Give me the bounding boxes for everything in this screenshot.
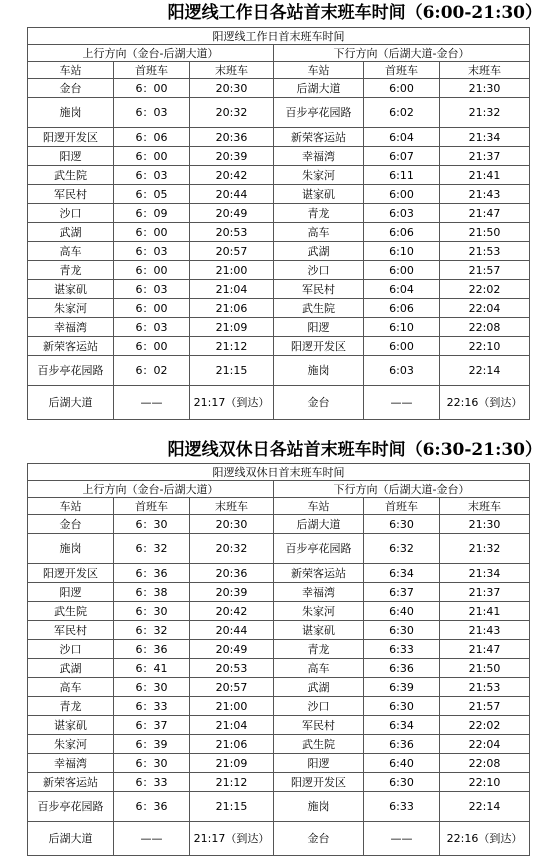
up-last-train-cell: 21:12 — [190, 773, 274, 792]
table-row — [28, 515, 530, 534]
up-station-cell: 百步亭花园路 — [28, 792, 114, 822]
table-row — [28, 697, 530, 716]
table-row — [28, 564, 530, 583]
up-station-cell: 金台 — [28, 515, 114, 534]
up-station-cell: 朱家河 — [28, 735, 114, 754]
table-row — [28, 602, 530, 621]
down-last-train-cell: 21:37 — [440, 147, 530, 166]
up-last-train-cell: 20:30 — [190, 515, 274, 534]
table-row — [28, 773, 530, 792]
down-station-cell: 武生院 — [274, 299, 364, 318]
down-last-train-cell: 21:41 — [440, 602, 530, 621]
up-station-cell: 谌家矶 — [28, 280, 114, 299]
table-row — [28, 280, 530, 299]
table-row — [28, 98, 530, 128]
down-last-train-cell: 21:47 — [440, 640, 530, 659]
up-last-train-cell: 20:49 — [190, 204, 274, 223]
down-first-train-header: 首班车 — [364, 62, 440, 79]
down-station-cell: 朱家河 — [274, 166, 364, 185]
up-station-cell: 朱家河 — [28, 299, 114, 318]
down-station-cell: 阳逻 — [274, 318, 364, 337]
table-row — [28, 640, 530, 659]
down-station-cell: 军民村 — [274, 280, 364, 299]
direction-row — [28, 481, 530, 498]
up-station-cell: 沙口 — [28, 204, 114, 223]
table-subtitle: 阳逻线工作日首末班车时间 — [28, 28, 530, 45]
table-subtitle: 阳逻线双休日首末班车时间 — [28, 464, 530, 481]
up-first-train-cell: 6：00 — [114, 261, 190, 280]
up-first-train-cell: 6：00 — [114, 337, 190, 356]
up-first-train-cell: 6：30 — [114, 602, 190, 621]
subtitle-row — [28, 464, 530, 481]
down-station-cell: 施岗 — [274, 792, 364, 822]
down-station-cell: 武湖 — [274, 242, 364, 261]
table-row — [28, 128, 530, 147]
down-last-train-cell: 22:16（到达） — [440, 386, 530, 420]
up-first-train-cell: 6：32 — [114, 534, 190, 564]
down-first-train-header: 首班车 — [364, 498, 440, 515]
down-last-train-header: 末班车 — [440, 498, 530, 515]
down-last-train-cell: 21:47 — [440, 204, 530, 223]
up-last-train-cell: 20:44 — [190, 185, 274, 204]
down-station-cell: 沙口 — [274, 261, 364, 280]
down-first-train-cell: —— — [364, 386, 440, 420]
down-first-train-cell: 6:33 — [364, 640, 440, 659]
up-station-cell: 新荣客运站 — [28, 337, 114, 356]
table-row — [28, 659, 530, 678]
up-first-train-cell: 6：33 — [114, 697, 190, 716]
down-last-train-header: 末班车 — [440, 62, 530, 79]
up-first-train-cell: 6：03 — [114, 242, 190, 261]
down-last-train-cell: 22:08 — [440, 754, 530, 773]
down-last-train-cell: 21:57 — [440, 697, 530, 716]
table-row — [28, 337, 530, 356]
down-last-train-cell: 22:02 — [440, 716, 530, 735]
up-station-cell: 武湖 — [28, 659, 114, 678]
down-last-train-cell: 22:04 — [440, 735, 530, 754]
table-row — [28, 621, 530, 640]
up-last-train-cell: 20:42 — [190, 166, 274, 185]
up-last-train-cell: 20:44 — [190, 621, 274, 640]
down-last-train-cell: 21:30 — [440, 79, 530, 98]
down-first-train-cell: 6:30 — [364, 515, 440, 534]
down-last-train-cell: 21:50 — [440, 659, 530, 678]
down-first-train-cell: 6:32 — [364, 534, 440, 564]
up-station-cell: 幸福湾 — [28, 754, 114, 773]
down-first-train-cell: 6:04 — [364, 280, 440, 299]
table-row — [28, 735, 530, 754]
up-last-train-cell: 20:57 — [190, 678, 274, 697]
up-last-train-cell: 21:06 — [190, 299, 274, 318]
down-last-train-cell: 22:08 — [440, 318, 530, 337]
up-last-train-header: 末班车 — [190, 62, 274, 79]
up-last-train-cell: 21:15 — [190, 792, 274, 822]
up-first-train-cell: 6：05 — [114, 185, 190, 204]
table-row — [28, 204, 530, 223]
down-first-train-cell: 6:36 — [364, 659, 440, 678]
down-last-train-cell: 21:43 — [440, 621, 530, 640]
down-last-train-cell: 22:14 — [440, 356, 530, 386]
up-last-train-cell: 20:57 — [190, 242, 274, 261]
up-station-cell: 后湖大道 — [28, 822, 114, 856]
up-first-train-header: 首班车 — [114, 498, 190, 515]
up-station-cell: 青龙 — [28, 697, 114, 716]
table-row — [28, 318, 530, 337]
up-station-cell: 阳逻开发区 — [28, 128, 114, 147]
up-last-train-cell: 21:04 — [190, 280, 274, 299]
table-row — [28, 822, 530, 856]
table-row — [28, 356, 530, 386]
up-first-train-cell: 6：36 — [114, 640, 190, 659]
down-last-train-cell: 21:50 — [440, 223, 530, 242]
up-last-train-cell: 20:49 — [190, 640, 274, 659]
up-station-cell: 青龙 — [28, 261, 114, 280]
up-station-cell: 阳逻 — [28, 147, 114, 166]
up-last-train-cell: 20:32 — [190, 98, 274, 128]
down-last-train-cell: 21:32 — [440, 98, 530, 128]
down-station-cell: 谌家矶 — [274, 621, 364, 640]
down-last-train-cell: 21:53 — [440, 242, 530, 261]
down-station-header: 车站 — [274, 62, 364, 79]
down-first-train-cell: 6:03 — [364, 204, 440, 223]
down-first-train-cell: —— — [364, 822, 440, 856]
up-first-train-cell: 6：03 — [114, 98, 190, 128]
down-station-cell: 后湖大道 — [274, 79, 364, 98]
up-station-cell: 军民村 — [28, 185, 114, 204]
up-station-cell: 百步亭花园路 — [28, 356, 114, 386]
down-last-train-cell: 22:02 — [440, 280, 530, 299]
down-last-train-cell: 22:14 — [440, 792, 530, 822]
down-first-train-cell: 6:10 — [364, 242, 440, 261]
down-station-cell: 幸福湾 — [274, 583, 364, 602]
up-first-train-cell: 6：30 — [114, 515, 190, 534]
down-last-train-cell: 21:57 — [440, 261, 530, 280]
down-station-cell: 百步亭花园路 — [274, 534, 364, 564]
header-row — [28, 498, 530, 515]
up-direction-label: 上行方向（金台-后湖大道） — [28, 481, 274, 498]
down-last-train-cell: 22:10 — [440, 773, 530, 792]
up-station-cell: 后湖大道 — [28, 386, 114, 420]
down-first-train-cell: 6:33 — [364, 792, 440, 822]
up-last-train-cell: 21:09 — [190, 318, 274, 337]
table-row — [28, 678, 530, 697]
up-first-train-cell: 6：06 — [114, 128, 190, 147]
up-first-train-cell: 6：36 — [114, 564, 190, 583]
up-last-train-cell: 21:17（到达） — [190, 822, 274, 856]
direction-row — [28, 45, 530, 62]
down-last-train-cell: 22:04 — [440, 299, 530, 318]
weekday-title: 阳逻线工作日各站首末班车时间（6:00-21:30） — [167, 3, 542, 23]
down-first-train-cell: 6:00 — [364, 337, 440, 356]
up-last-train-cell: 20:32 — [190, 534, 274, 564]
down-station-cell: 青龙 — [274, 640, 364, 659]
down-last-train-cell: 21:30 — [440, 515, 530, 534]
table-row — [28, 583, 530, 602]
down-station-cell: 阳逻 — [274, 754, 364, 773]
up-first-train-header: 首班车 — [114, 62, 190, 79]
up-last-train-cell: 20:39 — [190, 147, 274, 166]
up-station-cell: 高车 — [28, 678, 114, 697]
up-first-train-cell: 6：03 — [114, 166, 190, 185]
down-first-train-cell: 6:40 — [364, 602, 440, 621]
down-first-train-cell: 6:00 — [364, 261, 440, 280]
table-row — [28, 754, 530, 773]
down-first-train-cell: 6:36 — [364, 735, 440, 754]
table-row — [28, 242, 530, 261]
up-first-train-cell: —— — [114, 386, 190, 420]
down-first-train-cell: 6:11 — [364, 166, 440, 185]
up-station-cell: 沙口 — [28, 640, 114, 659]
up-first-train-cell: 6：33 — [114, 773, 190, 792]
up-last-train-cell: 21:09 — [190, 754, 274, 773]
up-first-train-cell: 6：02 — [114, 356, 190, 386]
up-station-cell: 施岗 — [28, 98, 114, 128]
up-first-train-cell: 6：38 — [114, 583, 190, 602]
down-last-train-cell: 21:32 — [440, 534, 530, 564]
table-row — [28, 386, 530, 420]
up-station-cell: 军民村 — [28, 621, 114, 640]
down-first-train-cell: 6:37 — [364, 583, 440, 602]
up-last-train-cell: 21:00 — [190, 697, 274, 716]
table-row — [28, 166, 530, 185]
down-first-train-cell: 6:30 — [364, 697, 440, 716]
down-first-train-cell: 6:02 — [364, 98, 440, 128]
down-first-train-cell: 6:04 — [364, 128, 440, 147]
down-first-train-cell: 6:40 — [364, 754, 440, 773]
up-station-cell: 施岗 — [28, 534, 114, 564]
weekend-timetable — [27, 463, 530, 856]
down-station-cell: 后湖大道 — [274, 515, 364, 534]
down-first-train-cell: 6:06 — [364, 299, 440, 318]
up-first-train-cell: 6：36 — [114, 792, 190, 822]
down-first-train-cell: 6:34 — [364, 564, 440, 583]
up-last-train-cell: 20:36 — [190, 564, 274, 583]
table-row — [28, 261, 530, 280]
up-first-train-cell: 6：09 — [114, 204, 190, 223]
down-station-cell: 百步亭花园路 — [274, 98, 364, 128]
up-station-cell: 武湖 — [28, 223, 114, 242]
table-row — [28, 534, 530, 564]
up-first-train-cell: 6：39 — [114, 735, 190, 754]
up-station-cell: 谌家矶 — [28, 716, 114, 735]
down-first-train-cell: 6:39 — [364, 678, 440, 697]
down-first-train-cell: 6:03 — [364, 356, 440, 386]
down-station-cell: 幸福湾 — [274, 147, 364, 166]
up-first-train-cell: 6：00 — [114, 223, 190, 242]
up-last-train-cell: 21:00 — [190, 261, 274, 280]
down-last-train-cell: 21:34 — [440, 564, 530, 583]
down-first-train-cell: 6:30 — [364, 621, 440, 640]
down-last-train-cell: 22:10 — [440, 337, 530, 356]
down-direction-label: 下行方向（后湖大道-金台） — [274, 45, 530, 62]
up-station-cell: 武生院 — [28, 166, 114, 185]
up-first-train-cell: 6：00 — [114, 147, 190, 166]
table-row — [28, 79, 530, 98]
up-station-header: 车站 — [28, 498, 114, 515]
weekday-timetable — [27, 27, 530, 420]
up-first-train-cell: 6：32 — [114, 621, 190, 640]
up-first-train-cell: 6：30 — [114, 678, 190, 697]
down-first-train-cell: 6:10 — [364, 318, 440, 337]
up-station-cell: 阳逻开发区 — [28, 564, 114, 583]
up-first-train-cell: 6：00 — [114, 79, 190, 98]
up-first-train-cell: —— — [114, 822, 190, 856]
down-station-cell: 沙口 — [274, 697, 364, 716]
up-last-train-cell: 21:12 — [190, 337, 274, 356]
up-first-train-cell: 6：00 — [114, 299, 190, 318]
up-last-train-cell: 21:06 — [190, 735, 274, 754]
down-station-cell: 金台 — [274, 386, 364, 420]
down-station-cell: 新荣客运站 — [274, 564, 364, 583]
subtitle-row — [28, 28, 530, 45]
up-last-train-cell: 20:30 — [190, 79, 274, 98]
down-first-train-cell: 6:00 — [364, 79, 440, 98]
down-station-cell: 武湖 — [274, 678, 364, 697]
up-last-train-cell: 20:39 — [190, 583, 274, 602]
up-first-train-cell: 6：03 — [114, 318, 190, 337]
up-last-train-cell: 20:53 — [190, 223, 274, 242]
down-direction-label: 下行方向（后湖大道-金台） — [274, 481, 530, 498]
table-row — [28, 792, 530, 822]
down-station-cell: 高车 — [274, 223, 364, 242]
down-station-cell: 青龙 — [274, 204, 364, 223]
down-station-cell: 军民村 — [274, 716, 364, 735]
up-station-cell: 新荣客运站 — [28, 773, 114, 792]
up-last-train-cell: 20:36 — [190, 128, 274, 147]
up-station-cell: 高车 — [28, 242, 114, 261]
up-first-train-cell: 6：03 — [114, 280, 190, 299]
up-first-train-cell: 6：37 — [114, 716, 190, 735]
down-station-cell: 朱家河 — [274, 602, 364, 621]
down-first-train-cell: 6:07 — [364, 147, 440, 166]
table-row — [28, 223, 530, 242]
down-station-cell: 阳逻开发区 — [274, 337, 364, 356]
table-row — [28, 147, 530, 166]
up-station-cell: 金台 — [28, 79, 114, 98]
up-last-train-cell: 21:15 — [190, 356, 274, 386]
up-first-train-cell: 6：30 — [114, 754, 190, 773]
up-last-train-cell: 20:53 — [190, 659, 274, 678]
down-last-train-cell: 21:43 — [440, 185, 530, 204]
up-station-cell: 武生院 — [28, 602, 114, 621]
down-last-train-cell: 21:34 — [440, 128, 530, 147]
up-first-train-cell: 6：41 — [114, 659, 190, 678]
down-first-train-cell: 6:00 — [364, 185, 440, 204]
up-last-train-cell: 21:04 — [190, 716, 274, 735]
down-first-train-cell: 6:06 — [364, 223, 440, 242]
table-row — [28, 185, 530, 204]
down-station-header: 车站 — [274, 498, 364, 515]
down-last-train-cell: 21:53 — [440, 678, 530, 697]
down-station-cell: 金台 — [274, 822, 364, 856]
weekend-title: 阳逻线双休日各站首末班车时间（6:30-21:30） — [167, 440, 542, 460]
table-row — [28, 299, 530, 318]
down-station-cell: 阳逻开发区 — [274, 773, 364, 792]
up-last-train-cell: 21:17（到达） — [190, 386, 274, 420]
down-first-train-cell: 6:30 — [364, 773, 440, 792]
up-last-train-header: 末班车 — [190, 498, 274, 515]
up-station-header: 车站 — [28, 62, 114, 79]
down-last-train-cell: 21:41 — [440, 166, 530, 185]
up-last-train-cell: 20:42 — [190, 602, 274, 621]
down-station-cell: 高车 — [274, 659, 364, 678]
down-station-cell: 施岗 — [274, 356, 364, 386]
down-last-train-cell: 22:16（到达） — [440, 822, 530, 856]
down-last-train-cell: 21:37 — [440, 583, 530, 602]
table-row — [28, 716, 530, 735]
down-station-cell: 新荣客运站 — [274, 128, 364, 147]
down-station-cell: 武生院 — [274, 735, 364, 754]
up-station-cell: 阳逻 — [28, 583, 114, 602]
up-station-cell: 幸福湾 — [28, 318, 114, 337]
up-direction-label: 上行方向（金台-后湖大道） — [28, 45, 274, 62]
header-row — [28, 62, 530, 79]
down-first-train-cell: 6:34 — [364, 716, 440, 735]
down-station-cell: 谌家矶 — [274, 185, 364, 204]
